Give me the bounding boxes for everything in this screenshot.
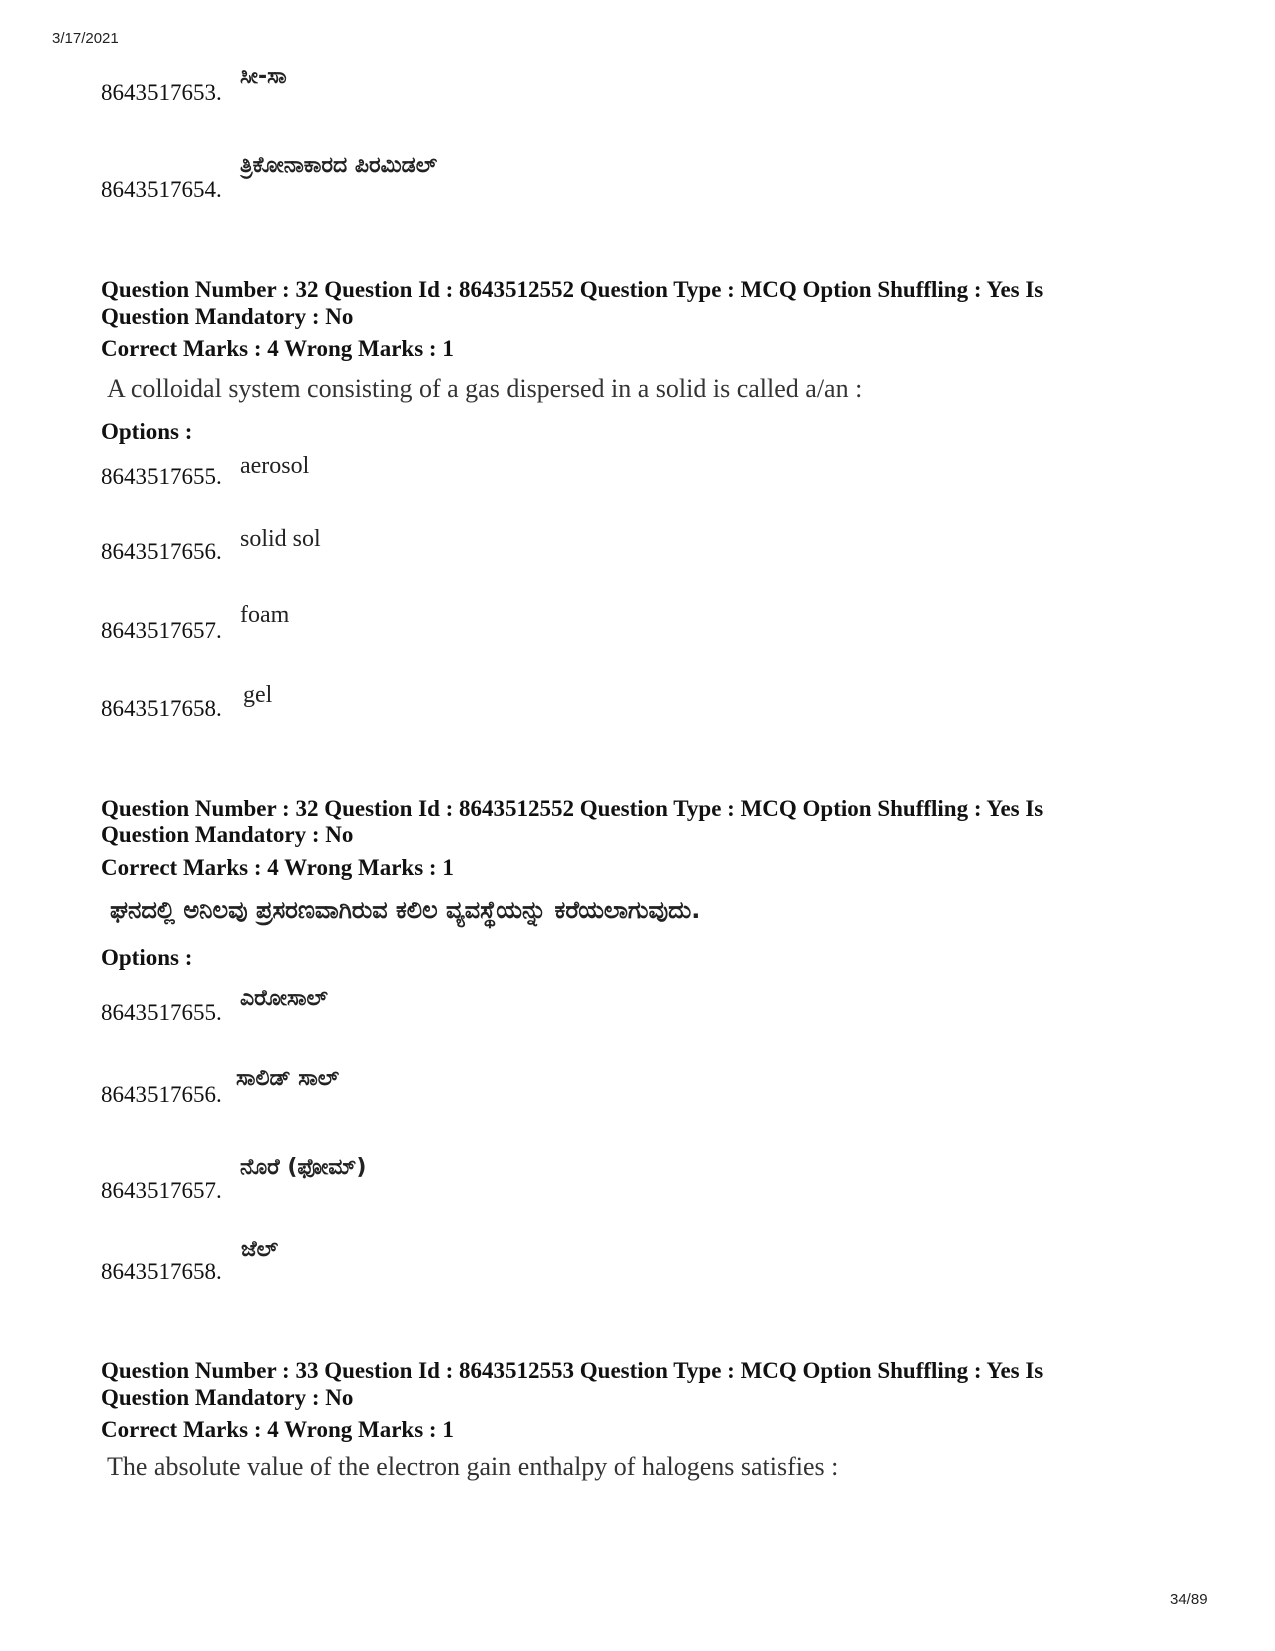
print-date: 3/17/2021	[52, 30, 119, 47]
question-marks: Correct Marks : 4 Wrong Marks : 1	[101, 1417, 454, 1442]
question-meta: Question Number : 33 Question Id : 8643512553 Question Type : MCQ Option Shuffling : Yes Is	[101, 1358, 1044, 1383]
option-id: 8643517658.	[101, 1259, 222, 1284]
option-text: ತ್ರಿಕೋನಾಕಾರದ ಪಿರಮಿಡಲ್	[240, 153, 438, 178]
page-number: 34/89	[1170, 1591, 1208, 1608]
question-stem: The absolute value of the electron gain enthalpy of halogens satisfies :	[107, 1452, 839, 1481]
option-id: 8643517655.	[101, 464, 222, 489]
option-text: foam	[240, 602, 290, 628]
question-meta: Question Number : 32 Question Id : 8643512552 Question Type : MCQ Option Shuffling : Yes Is	[101, 796, 1044, 821]
option-text: gel	[243, 682, 273, 708]
option-text: ಜೆಲ್	[241, 1237, 279, 1262]
option-id: 8643517654.	[101, 177, 222, 202]
option-text: ಸೀ-ಸಾ	[240, 64, 287, 89]
options-label: Options :	[101, 419, 193, 444]
option-text: aerosol	[240, 453, 310, 479]
question-meta: Question Number : 32 Question Id : 8643512552 Question Type : MCQ Option Shuffling : Yes Is	[101, 277, 1044, 302]
option-text: solid sol	[240, 526, 321, 552]
question-marks: Correct Marks : 4 Wrong Marks : 1	[101, 855, 454, 880]
option-id: 8643517655.	[101, 1000, 222, 1025]
question-mandatory: Question Mandatory : No	[101, 304, 354, 329]
option-id: 8643517656.	[101, 1082, 222, 1107]
option-id: 8643517653.	[101, 80, 222, 105]
option-id: 8643517656.	[101, 539, 222, 564]
option-id: 8643517657.	[101, 618, 222, 643]
question-marks: Correct Marks : 4 Wrong Marks : 1	[101, 336, 454, 361]
question-mandatory: Question Mandatory : No	[101, 1385, 354, 1410]
option-text: ನೊರೆ (ಫೋಮ್)	[240, 1155, 367, 1180]
option-id: 8643517657.	[101, 1178, 222, 1203]
option-text: ಸಾಲಿಡ್ ಸಾಲ್	[236, 1066, 340, 1091]
question-stem: A colloidal system consisting of a gas dispersed in a solid is called a/an :	[107, 374, 863, 403]
option-id: 8643517658.	[101, 696, 222, 721]
options-label: Options :	[101, 945, 193, 970]
question-mandatory: Question Mandatory : No	[101, 822, 354, 847]
question-stem: ಘನದಲ್ಲಿ ಅನಿಲವು ಪ್ರಸರಣವಾಗಿರುವ ಕಲಿಲ ವ್ಯವಸ್ಥೆಯನ್ನು ಕರೆಯಲಾಗುವುದು.	[110, 896, 701, 924]
option-text: ಎರೋಸಾಲ್	[240, 986, 328, 1011]
